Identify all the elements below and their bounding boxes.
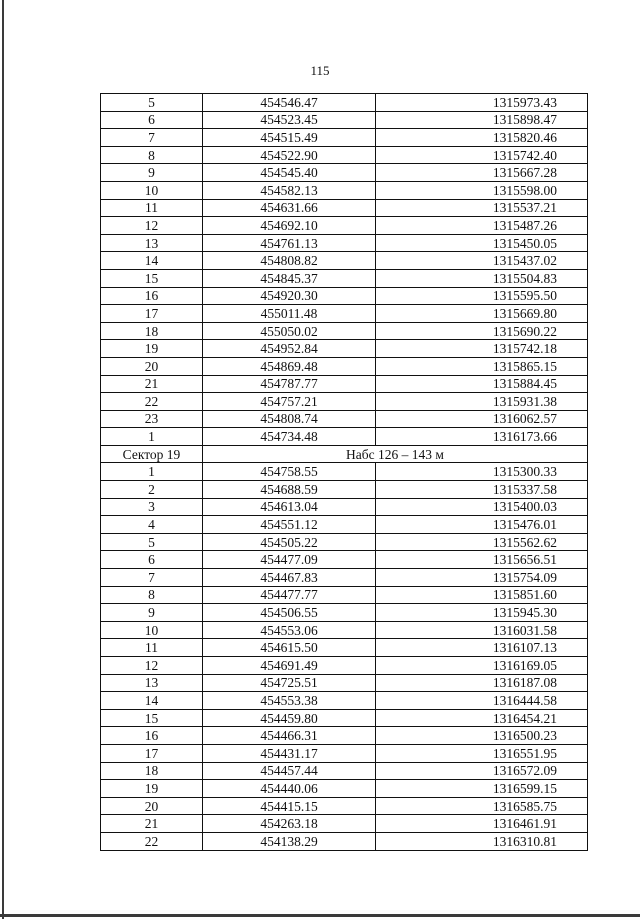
table-row bbox=[101, 569, 588, 587]
x-coordinate: 454613.04 bbox=[203, 498, 376, 516]
point-number: 6 bbox=[101, 551, 203, 569]
coordinates-table bbox=[100, 93, 588, 851]
y-coordinate: 1315884.45 bbox=[376, 375, 588, 393]
table-row bbox=[101, 393, 588, 411]
point-number: 20 bbox=[101, 797, 203, 815]
y-coordinate: 1315742.40 bbox=[376, 146, 588, 164]
x-coordinate: 454692.10 bbox=[203, 217, 376, 235]
x-coordinate: 454553.06 bbox=[203, 621, 376, 639]
x-coordinate: 454758.55 bbox=[203, 463, 376, 481]
table-row bbox=[101, 639, 588, 657]
table-row bbox=[101, 217, 588, 235]
table-row bbox=[101, 762, 588, 780]
x-coordinate: 454505.22 bbox=[203, 533, 376, 551]
table-row bbox=[101, 111, 588, 129]
point-number: 1 bbox=[101, 428, 203, 446]
y-coordinate: 1315667.28 bbox=[376, 164, 588, 182]
coordinates-table-top bbox=[101, 94, 588, 446]
x-coordinate: 454459.80 bbox=[203, 709, 376, 727]
table-row bbox=[101, 498, 588, 516]
y-coordinate: 1315865.15 bbox=[376, 357, 588, 375]
point-number: 22 bbox=[101, 832, 203, 850]
y-coordinate: 1315437.02 bbox=[376, 252, 588, 270]
point-number: 13 bbox=[101, 234, 203, 252]
point-number: 2 bbox=[101, 481, 203, 499]
table-row bbox=[101, 797, 588, 815]
y-coordinate: 1315400.03 bbox=[376, 498, 588, 516]
y-coordinate: 1315476.01 bbox=[376, 516, 588, 534]
x-coordinate: 454920.30 bbox=[203, 287, 376, 305]
x-coordinate: 454440.06 bbox=[203, 780, 376, 798]
y-coordinate: 1315754.09 bbox=[376, 569, 588, 587]
x-coordinate: 454808.82 bbox=[203, 252, 376, 270]
y-coordinate: 1315537.21 bbox=[376, 199, 588, 217]
table-row bbox=[101, 94, 588, 112]
table-row bbox=[101, 516, 588, 534]
x-coordinate: 454688.59 bbox=[203, 481, 376, 499]
y-coordinate: 1315595.50 bbox=[376, 287, 588, 305]
table-row bbox=[101, 709, 588, 727]
y-coordinate: 1316461.91 bbox=[376, 815, 588, 833]
table-row bbox=[101, 832, 588, 850]
x-coordinate: 454457.44 bbox=[203, 762, 376, 780]
table-row bbox=[101, 727, 588, 745]
section-header-row bbox=[101, 445, 588, 463]
point-number: 19 bbox=[101, 340, 203, 358]
table-row bbox=[101, 410, 588, 428]
table-row bbox=[101, 164, 588, 182]
y-coordinate: 1315931.38 bbox=[376, 393, 588, 411]
coordinates-table-bottom bbox=[101, 463, 588, 850]
y-coordinate: 1316599.15 bbox=[376, 780, 588, 798]
x-coordinate: 454522.90 bbox=[203, 146, 376, 164]
point-number: 11 bbox=[101, 639, 203, 657]
page-edge-bottom bbox=[0, 914, 640, 917]
x-coordinate: 454757.21 bbox=[203, 393, 376, 411]
table-row bbox=[101, 533, 588, 551]
point-number: 16 bbox=[101, 287, 203, 305]
y-coordinate: 1315487.26 bbox=[376, 217, 588, 235]
x-coordinate: 455011.48 bbox=[203, 305, 376, 323]
y-coordinate: 1315898.47 bbox=[376, 111, 588, 129]
point-number: 9 bbox=[101, 164, 203, 182]
section-header bbox=[101, 445, 588, 463]
x-coordinate: 454477.09 bbox=[203, 551, 376, 569]
x-coordinate: 454515.49 bbox=[203, 129, 376, 147]
y-coordinate: 1315300.33 bbox=[376, 463, 588, 481]
x-coordinate: 454263.18 bbox=[203, 815, 376, 833]
page-number: 115 bbox=[310, 63, 330, 78]
point-number: 15 bbox=[101, 709, 203, 727]
x-coordinate: 454845.37 bbox=[203, 269, 376, 287]
table-row bbox=[101, 481, 588, 499]
point-number: 15 bbox=[101, 269, 203, 287]
point-number: 6 bbox=[101, 111, 203, 129]
table-row bbox=[101, 305, 588, 323]
table-row bbox=[101, 287, 588, 305]
table-row bbox=[101, 199, 588, 217]
point-number: 22 bbox=[101, 393, 203, 411]
y-coordinate: 1315450.05 bbox=[376, 234, 588, 252]
x-coordinate: 454725.51 bbox=[203, 674, 376, 692]
point-number: 19 bbox=[101, 780, 203, 798]
table-row bbox=[101, 357, 588, 375]
x-coordinate: 454787.77 bbox=[203, 375, 376, 393]
point-number: 21 bbox=[101, 815, 203, 833]
table-row bbox=[101, 269, 588, 287]
point-number: 23 bbox=[101, 410, 203, 428]
point-number: 21 bbox=[101, 375, 203, 393]
point-number: 12 bbox=[101, 657, 203, 675]
y-coordinate: 1315669.80 bbox=[376, 305, 588, 323]
y-coordinate: 1316551.95 bbox=[376, 744, 588, 762]
x-coordinate: 454615.50 bbox=[203, 639, 376, 657]
y-coordinate: 1315945.30 bbox=[376, 604, 588, 622]
x-coordinate: 454808.74 bbox=[203, 410, 376, 428]
y-coordinate: 1316062.57 bbox=[376, 410, 588, 428]
table-row bbox=[101, 181, 588, 199]
table-row bbox=[101, 234, 588, 252]
point-number: 17 bbox=[101, 744, 203, 762]
point-number: 10 bbox=[101, 621, 203, 639]
y-coordinate: 1316500.23 bbox=[376, 727, 588, 745]
x-coordinate: 454545.40 bbox=[203, 164, 376, 182]
y-coordinate: 1315337.58 bbox=[376, 481, 588, 499]
x-coordinate: 454506.55 bbox=[203, 604, 376, 622]
point-number: 17 bbox=[101, 305, 203, 323]
y-coordinate: 1315690.22 bbox=[376, 322, 588, 340]
y-coordinate: 1315562.62 bbox=[376, 533, 588, 551]
y-coordinate: 1316169.05 bbox=[376, 657, 588, 675]
point-number: 10 bbox=[101, 181, 203, 199]
table-row bbox=[101, 621, 588, 639]
point-number: 5 bbox=[101, 533, 203, 551]
point-number: 8 bbox=[101, 146, 203, 164]
table-row bbox=[101, 129, 588, 147]
y-coordinate: 1316310.81 bbox=[376, 832, 588, 850]
table-row bbox=[101, 604, 588, 622]
point-number: 9 bbox=[101, 604, 203, 622]
x-coordinate: 454523.45 bbox=[203, 111, 376, 129]
table-row bbox=[101, 744, 588, 762]
table-row bbox=[101, 657, 588, 675]
y-coordinate: 1316031.58 bbox=[376, 621, 588, 639]
x-coordinate: 454734.48 bbox=[203, 428, 376, 446]
y-coordinate: 1316444.58 bbox=[376, 692, 588, 710]
x-coordinate: 454467.83 bbox=[203, 569, 376, 587]
y-coordinate: 1316585.75 bbox=[376, 797, 588, 815]
y-coordinate: 1316107.13 bbox=[376, 639, 588, 657]
point-number: 8 bbox=[101, 586, 203, 604]
x-coordinate: 454582.13 bbox=[203, 181, 376, 199]
table-row bbox=[101, 463, 588, 481]
table-row bbox=[101, 780, 588, 798]
table-row bbox=[101, 375, 588, 393]
y-coordinate: 1316173.66 bbox=[376, 428, 588, 446]
x-coordinate: 454477.77 bbox=[203, 586, 376, 604]
y-coordinate: 1315851.60 bbox=[376, 586, 588, 604]
table-row bbox=[101, 551, 588, 569]
point-number: 3 bbox=[101, 498, 203, 516]
section-name: Сектор 19 bbox=[101, 445, 203, 463]
x-coordinate: 455050.02 bbox=[203, 322, 376, 340]
x-coordinate: 454431.17 bbox=[203, 744, 376, 762]
x-coordinate: 454466.31 bbox=[203, 727, 376, 745]
point-number: 16 bbox=[101, 727, 203, 745]
table-row bbox=[101, 674, 588, 692]
y-coordinate: 1315820.46 bbox=[376, 129, 588, 147]
point-number: 4 bbox=[101, 516, 203, 534]
y-coordinate: 1315973.43 bbox=[376, 94, 588, 112]
y-coordinate: 1316454.21 bbox=[376, 709, 588, 727]
x-coordinate: 454138.29 bbox=[203, 832, 376, 850]
table-row bbox=[101, 322, 588, 340]
point-number: 13 bbox=[101, 674, 203, 692]
x-coordinate: 454952.84 bbox=[203, 340, 376, 358]
y-coordinate: 1315656.51 bbox=[376, 551, 588, 569]
point-number: 7 bbox=[101, 569, 203, 587]
y-coordinate: 1315504.83 bbox=[376, 269, 588, 287]
table-row bbox=[101, 340, 588, 358]
point-number: 12 bbox=[101, 217, 203, 235]
table-row bbox=[101, 146, 588, 164]
page-edge bbox=[2, 0, 4, 919]
point-number: 14 bbox=[101, 692, 203, 710]
table-row bbox=[101, 586, 588, 604]
x-coordinate: 454553.38 bbox=[203, 692, 376, 710]
section-height-label: Набс 126 – 143 м bbox=[203, 445, 588, 463]
x-coordinate: 454415.15 bbox=[203, 797, 376, 815]
y-coordinate: 1316187.08 bbox=[376, 674, 588, 692]
x-coordinate: 454551.12 bbox=[203, 516, 376, 534]
point-number: 1 bbox=[101, 463, 203, 481]
point-number: 7 bbox=[101, 129, 203, 147]
y-coordinate: 1315598.00 bbox=[376, 181, 588, 199]
point-number: 5 bbox=[101, 94, 203, 112]
x-coordinate: 454761.13 bbox=[203, 234, 376, 252]
x-coordinate: 454691.49 bbox=[203, 657, 376, 675]
y-coordinate: 1315742.18 bbox=[376, 340, 588, 358]
point-number: 18 bbox=[101, 762, 203, 780]
table-row bbox=[101, 252, 588, 270]
x-coordinate: 454546.47 bbox=[203, 94, 376, 112]
point-number: 18 bbox=[101, 322, 203, 340]
point-number: 20 bbox=[101, 357, 203, 375]
x-coordinate: 454631.66 bbox=[203, 199, 376, 217]
table-row bbox=[101, 428, 588, 446]
table-row bbox=[101, 692, 588, 710]
x-coordinate: 454869.48 bbox=[203, 357, 376, 375]
y-coordinate: 1316572.09 bbox=[376, 762, 588, 780]
point-number: 11 bbox=[101, 199, 203, 217]
table-row bbox=[101, 815, 588, 833]
point-number: 14 bbox=[101, 252, 203, 270]
